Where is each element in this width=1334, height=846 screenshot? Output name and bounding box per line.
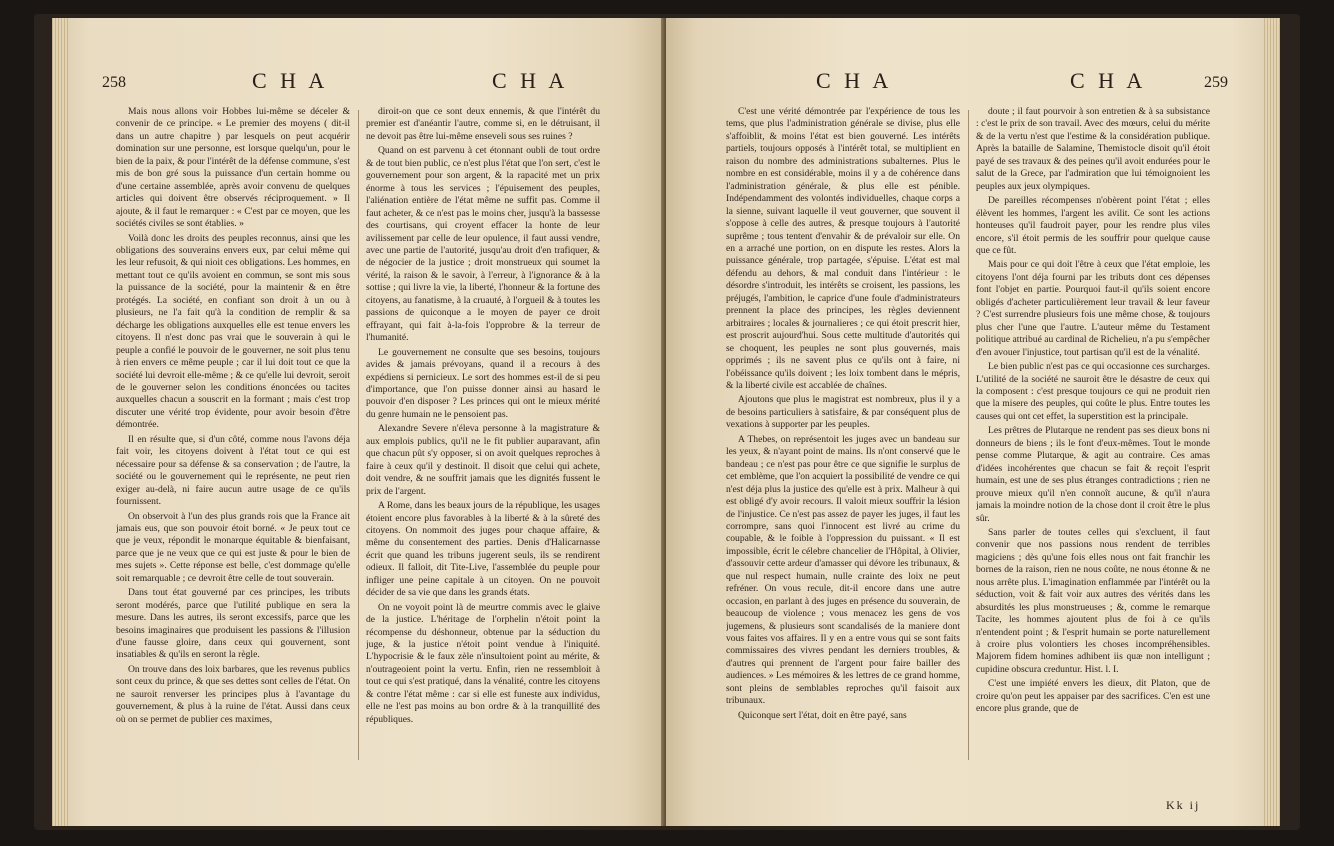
page-edge-right	[1264, 18, 1280, 826]
paragraph: C'est une impiété envers les dieux, dit Platon, que de croire qu'on peut les appaiser par des sacrifices. C'en est une encore plus grande, que de	[976, 678, 1210, 715]
open-book	[34, 14, 1300, 830]
text-column-1	[116, 106, 350, 796]
paragraph: Les prêtres de Plutarque ne rendent pas ses dieux bons ni donneurs de biens ; ils le font d'eux-mêmes. Tout le monde pense comme Plutarque, & agit au contraire. Ces amas d'idées incohérentes que chacun se fait & reçoit l'esprit humain, est une de ses plus étranges contradictions ; rien ne prouve mieux qu'il n'en connoît aucune, & qu'il n'aura jamais la moindre notion de la chose dont il croit être le plus sûr.	[976, 425, 1210, 524]
paragraph: Quand on est parvenu à cet étonnant oubli de tout ordre & de tout bien public, ce n'est plus l'état que l'on sert, c'est le gouvernement pour son argent, & la rapacité met un prix énorme à tous les services ; l'épuisement des peuples, l'aliénation entière de l'état même ne suffit pas. Comme il faut acheter, & ce n'est pas le moins cher, jusqu'à la bassesse des courtisans, qui croyent effacer la honte de leur avilissement par celle de leur opulence, il faut aussi vendre, avec une partie de l'autorité, jusqu'au droit d'en trafiquer, & de négocier de la justice ; droit monstrueux qui soumet la vérité, la raison & le savoir, à l'erreur, à l'ignorance & à la sottise ; qui livre la vie, la liberté, l'honneur & la fortune des citoyens, au fanatisme, à la cruauté, à l'orgueil & à toutes les passions de quiconque a le moyen de payer ce droit effrayant, qui fait à-la-fois l'opprobre & la terreur de l'humanité.	[366, 145, 600, 344]
text-column-2	[366, 106, 600, 796]
paragraph: Alexandre Severe n'éleva personne à la magistrature & aux emplois publics, qu'il ne le fit publier auparavant, afin que chacun pût s'y opposer, si on avoit quelques reproches à faire à ceux qu'il y destinoit. Il disoit que celui qui achete, doit vendre, & ne souffrit jamais que les dignités fussent le prix de l'argent.	[366, 423, 600, 497]
paragraph: On trouve dans des loix barbares, que les revenus publics sont ceux du prince, & que ses dettes sont celles de l'état. On ne sauroit renverser les principes plus à l'avantage du gouvernement, & plus à la ruine de l'état. Aussi dans ceux où on se permet de publier ces maximes,	[116, 663, 350, 725]
paragraph: Sans parler de toutes celles qui s'excluent, il faut convenir que nos passions nous rendent de terribles magiciens ; dès qu'une fois elles nous ont fait franchir les bornes de la raison, rien ne nous coûte, ne nous étonne & ne nous arrête plus. L'imagination enflammée par l'intérêt ou la séduction, voit & fait voir aux autres des vérités dans les absurdités les plus monstrueuses ; &, comme le remarque Tacite, les hommes ajoutent plus de foi à ce qu'ils n'entendent point ; & l'esprit humain se porte naturellement à croire plus volontiers les choses incompréhensibles. Majorem fidem homines adhibent iis quæ non intelligunt ; cupidine obscura creduntur. Hist. l. I.	[976, 526, 1210, 675]
column-rule	[968, 110, 969, 760]
paragraph: Dans tout état gouverné par ces principes, les tributs seront modérés, parce que l'utilité publique en sera la mesure. Dans les autres, ils seront excessifs, parce que les besoins imaginaires que produisent les passions & l'illusion d'une fausse gloire, dans ceux qui gouvernent, sont insatiables & qu'ils en seront la règle.	[116, 587, 350, 661]
page-edge-left	[52, 18, 68, 826]
paragraph: De pareilles récompenses n'obèrent point l'état ; elles élèvent les hommes, l'argent les avilit. Ce sont les actions honteuses qu'il faudroit payer, pour les rendre plus viles encore, s'il étoit permis de les souffrir pour quelque cause que ce fût.	[976, 195, 1210, 256]
paragraph: Quiconque sert l'état, doit en être payé, sans	[738, 709, 907, 721]
paragraph: On ne voyoit point là de meurtre commis avec le glaive de la justice. L'héritage de l'orphelin n'étoit point la récompense du déshonneur, obtenue par la séduction du juge, & la justice n'étoit point vendue à l'iniquité. L'hypocrisie & le faux zèle n'insultoient point au mérite, & n'outrageoient point la vertu. Enfin, rien ne ressembloit à tout ce qui s'est pratiqué, dans la vénalité, contre les citoyens & contre l'état même : car si elle est funeste aux individus, elle ne l'est pas moins au bon ordre & à la tranquillité des républiques.	[366, 601, 600, 725]
paragraph: diroit-on que ce sont deux ennemis, & que l'intérêt du premier est d'anéantir l'autre, comme si, en le détruisant, il ne devoit pas être lui-même enseveli sous ses ruines ?	[366, 106, 600, 142]
page-number: 259	[1204, 74, 1228, 91]
signature-mark: Kk ij	[1166, 798, 1201, 812]
paragraph: Mais nous allons voir Hobbes lui-même se déceler & convenir de ce principe. « Le premier des moyens ( dit-il dans un autre chapitre ) par lesquels on peut acquérir domination sur une personne, est lorsque quelqu'un, pour le bien de la paix, & pour l'intérêt de la défense commune, s'est mis de bon gré sous la puissance d'un certain homme ou d'une certaine assemblée, après avoir convenu de quelques articles qui doivent être observés réciproquement. » Il ajoute, & il faut le remarquer : « C'est par ce moyen, que les sociétés civiles se sont établies. »	[116, 106, 350, 230]
text-column-2	[976, 106, 1210, 796]
paragraph: Le bien public n'est pas ce qui occasionne ces surcharges. L'utilité de la société ne sauroit être le désastre de ceux qui la composent : c'est presque toujours ce qui ne produit rien que la misere des peuples, qui coûte le plus. Entre toutes les causes qui ont cet effet, la superstition est la principale.	[976, 361, 1210, 422]
text-column-1	[726, 106, 960, 796]
paragraph: Voilà donc les droits des peuples reconnus, ainsi que les obligations des souverains envers eux, par celui même qui les leur refusoit, & qui nioit ces obligations. Les hommes, en mettant tout ce qu'ils avoient en commun, se sont mis sous la puissance de la société, pour la maintenir & en être protégés. La société, en confiant son droit à un ou à plusieurs, ne l'a fait qu'à la condition de remplir & sa décharge les obligations auxquelles elle est tenue envers les citoyens. Il n'est donc pas vrai que le souverain à qui le peuple a confié le pouvoir de le gouverner, ne soit plus tenu à rien envers ce même peuple ; car il lui doit tout ce que la société lui devroit elle-même ; & ce qu'elle lui devroit, seroit de le gouverner selon les conditions énoncées ou tacites auxquelles chacun a souscrit en la formant ; mais c'est trop discuter une vérité trop évidente, pour avoir besoin d'être démontrée.	[116, 232, 350, 431]
running-head: C H A	[816, 68, 893, 93]
paragraph: Le gouvernement ne consulte que ses besoins, toujours avides & jamais prévoyans, quand il a recours à des expédiens si pernicieux. Le sort des hommes est-il de si peu d'importance, que l'on puisse donner ainsi au hasard le pouvoir d'en disposer ? Les princes qui ont le mieux mérité du genre humain ne le pensoient pas.	[366, 346, 600, 420]
paragraph: On observoit à l'un des plus grands rois que la France ait jamais eus, que son pouvoir étoit borné. « Je peux tout ce que je veux, répondit le monarque équitable & bienfaisant, parce que je ne veux que ce qui est juste & pour le bien de mes sujets ». Cette réponse est belle, c'est dommage qu'elle soit remarquable ; ce devroit être celle de tout souverain.	[116, 510, 350, 584]
column-rule	[358, 110, 359, 760]
right-page	[666, 18, 1280, 826]
paragraph: Mais pour ce qui doit l'être à ceux que l'état emploie, les citoyens l'ont déja fourni par les tributs dont ces dépenses font l'objet en partie. Pourquoi faut-il qu'ils soient encore obligés d'acheter particulièrement leur travail & leur faveur ? C'est surrendre plusieurs fois une même chose, & toujours plus cher l'une que l'autre. L'auteur même du Testament politique attribué au cardinal de Richelieu, n'a pu s'empêcher d'en avouer l'injustice, tout partisan qu'il est de la vénalité.	[976, 259, 1210, 358]
running-head: C H A	[1070, 68, 1147, 93]
page-number: 258	[102, 74, 126, 91]
paragraph: A Rome, dans les beaux jours de la république, les usages étoient encore plus favorables à la liberté & à la sûreté des citoyens. On nommoit des juges pour chaque affaire, & même du consentement des parties. Denis d'Halicarnasse écrit que quand les tribuns jugerent seuls, ils se rendirent odieux. Il falloit, dit Tite-Live, l'assemblée du peuple pour infliger une peine capitale à un citoyen. On ne pouvoit décider de sa vie que dans les grands états.	[366, 500, 600, 599]
running-head: C H A	[252, 68, 329, 93]
running-head: C H A	[492, 68, 569, 93]
paragraph: doute ; il faut pourvoir à son entretien & à sa subsistance : c'est le prix de son travail. Avec des mœurs, celui du mérite & de la vertu n'est que l'estime & la considération publique. Après la bataille de Salamine, Themistocle disoit qu'il étoit payé de ses travaux & des peines qu'il avoit endurées pour le salut de la Grece, par l'admiration que lui témoignoient les peuples aux jeux olympiques.	[976, 106, 1210, 192]
left-page	[52, 18, 664, 826]
paragraph: A Thebes, on représentoit les juges avec un bandeau sur les yeux, & n'ayant point de mains. Ils n'ont conservé que le bandeau ; ce n'est pas pour être ce que signifie le surplus de cet emblème, que l'on acquiert la possibilité de vendre ce qui n'est déja plus la justice des qu'elle est à prix. Malheur à qui est obligé d'y avoir recours. Il valoit mieux souffrir la lésion de l'injustice. Ce n'est pas assez de payer les juges, il faut les corrompre, sans quoi l'innocent est livré au crime du coupable, & le foible à l'oppression du puissant. « Il est impossible, écrit le célebre chancelier de l'Hôpital, à Olivier, d'assouvir cette ardeur d'amasser qui dévore les tribunaux, & que nul respect humain, nulle crainte des loix ne peut refréner. On vous recule, dit-il encore dans une autre occasion, en parlant à des juges en présence du souverain, de beaucoup de violence ; vous menacez les gens de vos jugemens, & plusieurs sont scandalisés de la maniere dont vous faites vos affaires. Il y en a entre vous qui se sont faits commissaires des vivres pendant les derniers troubles, & d'autres qui prennent de l'argent pour faire bailler des audiences. » Les mémoires & les lettres de ce grand homme, sont pleins de semblables reproches qu'il faisoit aux tribunaux.	[726, 433, 960, 707]
paragraph: C'est une vérité démontrée par l'expérience de tous les tems, que plus l'administration générale se divise, plus elle s'affoiblit, & moins l'état est bien gouverné. Les intérêts partiels, toujours opposés à l'intérêt total, se multiplient en raison du nombre des administrations subalternes. Plus le nombre en est considérable, moins il y a de cohérence dans l'administration générale, & plus elle est pénible. Indépendamment des volontés individuelles, chaque corps a la sienne, suivant laquelle il veut gouverner, que souvent il s'oppose à celle des autres, & presque toujours à l'autorité suprême ; tous tentent d'envahir & de prévaloir sur elle. On en a arraché une portion, on en dispute les restes. Alors la puissance générale, trop partagée, s'épuise. L'état est mal défendu au dehors, & mal conduit dans l'intérieur : le désordre s'introduit, les intérêts se croisent, les passions, les préjugés, l'ambition, le caprice d'une foule d'administrateurs prennent la place des principes, les règles deviennent arbitraires ; locales & journalieres ; ce qui étoit prescrit hier, est proscrit aujourd'hui. Sous cette multitude d'autorités qui se choquent, les peuples ne sont plus gouvernés, mais opprimés ; ils ne savent plus ce qu'ils ont à faire, ni l'obéissance qu'ils doivent ; les loix tombent dans le mépris, & la liberté civile est accablée de chaînes.	[726, 106, 960, 391]
paragraph: Ajoutons que plus le magistrat est nombreux, plus il y a de besoins particuliers à satisfaire, & par conséquent plus de vexations à supporter par les peuples.	[726, 394, 960, 431]
paragraph: Il en résulte que, si d'un côté, comme nous l'avons déja fait voir, les citoyens doivent à l'état tout ce qui est nécessaire pour sa défense & sa conservation ; de l'autre, la société ou le gouvernement qui le représente, ne peut rien exiger au-delà, ni faire aucun autre usage de ce qu'ils fournissent.	[116, 433, 350, 508]
